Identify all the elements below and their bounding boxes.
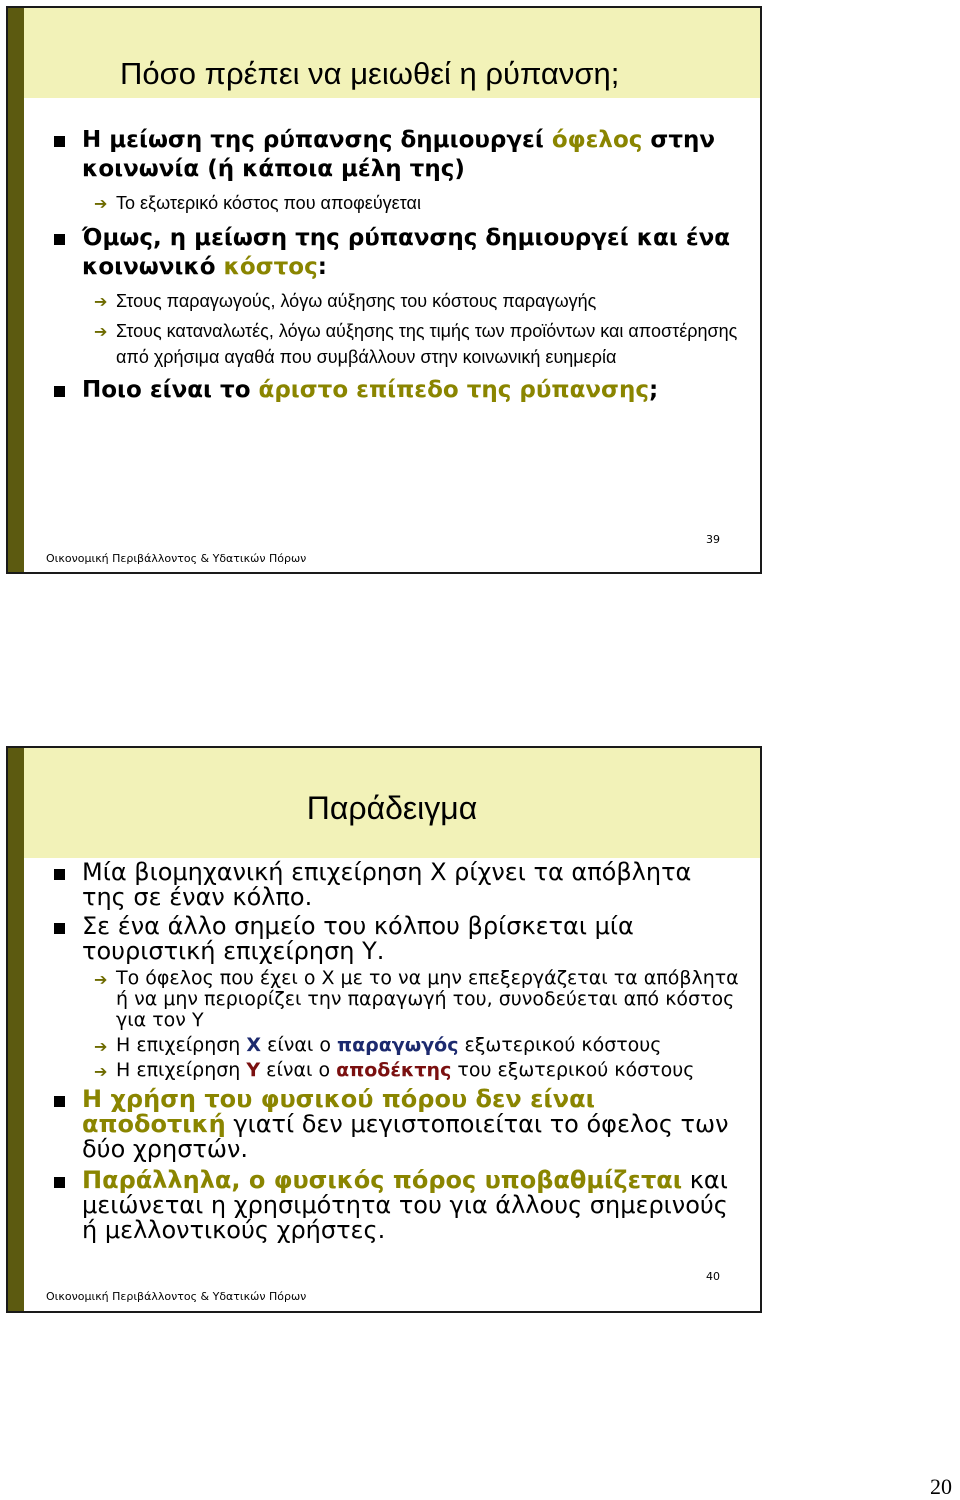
slide-footer: Οικονομική Περιβάλλοντος & Υδατικών Πόρων	[46, 1290, 307, 1303]
square-bullet-icon	[54, 1096, 65, 1107]
arrow-bullet-icon: ➔	[94, 1062, 108, 1081]
slide-sidebar	[8, 748, 24, 1311]
sub-bullet-external-cost: ➔ Το εξωτερικό κόστος που αποφεύγεται	[54, 190, 740, 216]
bullet-industry-waste: Μία βιομηχανική επιχείρηση Χ ρίχνει τα απόβλητα της σε έναν κόλπο.	[54, 860, 740, 910]
square-bullet-icon	[54, 386, 65, 397]
arrow-bullet-icon: ➔	[94, 194, 108, 213]
slide-content	[54, 860, 740, 1243]
arrow-bullet-icon: ➔	[94, 292, 108, 311]
square-bullet-icon	[54, 136, 65, 147]
bullet-resource-degraded: Παράλληλα, ο φυσικός πόρος υποβαθμίζεται και μειώνεται η χρησιμότητα του για άλλους σημερινούς ή μελλοντικούς χρήστες.	[54, 1168, 740, 1243]
slide-content	[54, 126, 740, 405]
bullet-inefficient-use: Η χρήση του φυσικού πόρου δεν είναι αποδοτική γιατί δεν μεγιστοποιείται το όφελος των δύο χρηστών.	[54, 1087, 740, 1162]
square-bullet-icon	[54, 1177, 65, 1188]
slide-footer: Οικονομική Περιβάλλοντος & Υδατικών Πόρων	[46, 552, 307, 565]
slide-header-band	[24, 8, 760, 98]
sub-bullet-consumers: ➔ Στους καταναλωτές, λόγω αύξησης της τιμής των προϊόντων και αποστέρησης από χρήσιμα αγαθά που συμβάλλουν στην κοινωνική ευημερία	[94, 321, 738, 367]
slide-title: Παράδειγμα	[306, 790, 478, 826]
arrow-bullet-icon: ➔	[94, 322, 108, 341]
bullet-social-cost: Όμως, η μείωση της ρύπανσης δημιουργεί και ένα κοινωνικό κόστος:	[54, 224, 740, 282]
slide-number: 40	[706, 1270, 720, 1283]
slide-title: Πόσο πρέπει να μειωθεί η ρύπανση;	[120, 56, 620, 91]
bullet-benefit: Η μείωση της ρύπανσης δημιουργεί όφελος στην κοινωνία (ή κάποια μέλη της)	[54, 126, 740, 184]
sub-bullet-receiver: ➔ Η επιχείρηση Υ είναι ο αποδέκτης του εξωτερικού κόστους	[94, 1059, 695, 1081]
slide-sidebar	[8, 8, 24, 572]
document-page-number: 20	[930, 1474, 952, 1499]
slide-40	[6, 746, 762, 1313]
slide-number: 39	[706, 533, 720, 546]
arrow-bullet-icon: ➔	[94, 1037, 108, 1056]
arrow-bullet-icon: ➔	[94, 970, 108, 989]
slide-header-band	[24, 748, 760, 858]
sub-bullet-producers: ➔ Στους παραγωγούς, λόγω αύξησης του κόστους παραγωγής	[54, 288, 740, 314]
square-bullet-icon	[54, 869, 65, 880]
bullet-optimal-level: Ποιο είναι το άριστο επίπεδο της ρύπανσης;	[54, 376, 740, 405]
sub-bullet-producer: ➔ Η επιχείρηση Χ είναι ο παραγωγός εξωτερικού κόστους	[94, 1034, 662, 1056]
slide-39	[6, 6, 762, 574]
sub-bullet-benefit-cost: ➔ Το όφελος που έχει ο Χ με το να μην επεξεργάζεται τα απόβλητα ή να μην περιορίζει την παραγωγή του, συνοδεύεται από κόστος για τον Υ	[94, 967, 739, 1031]
bullet-tourist-business: Σε ένα άλλο σημείο του κόλπου βρίσκεται μία τουριστική επιχείρηση Υ.	[54, 914, 740, 964]
square-bullet-icon	[54, 234, 65, 245]
square-bullet-icon	[54, 923, 65, 934]
